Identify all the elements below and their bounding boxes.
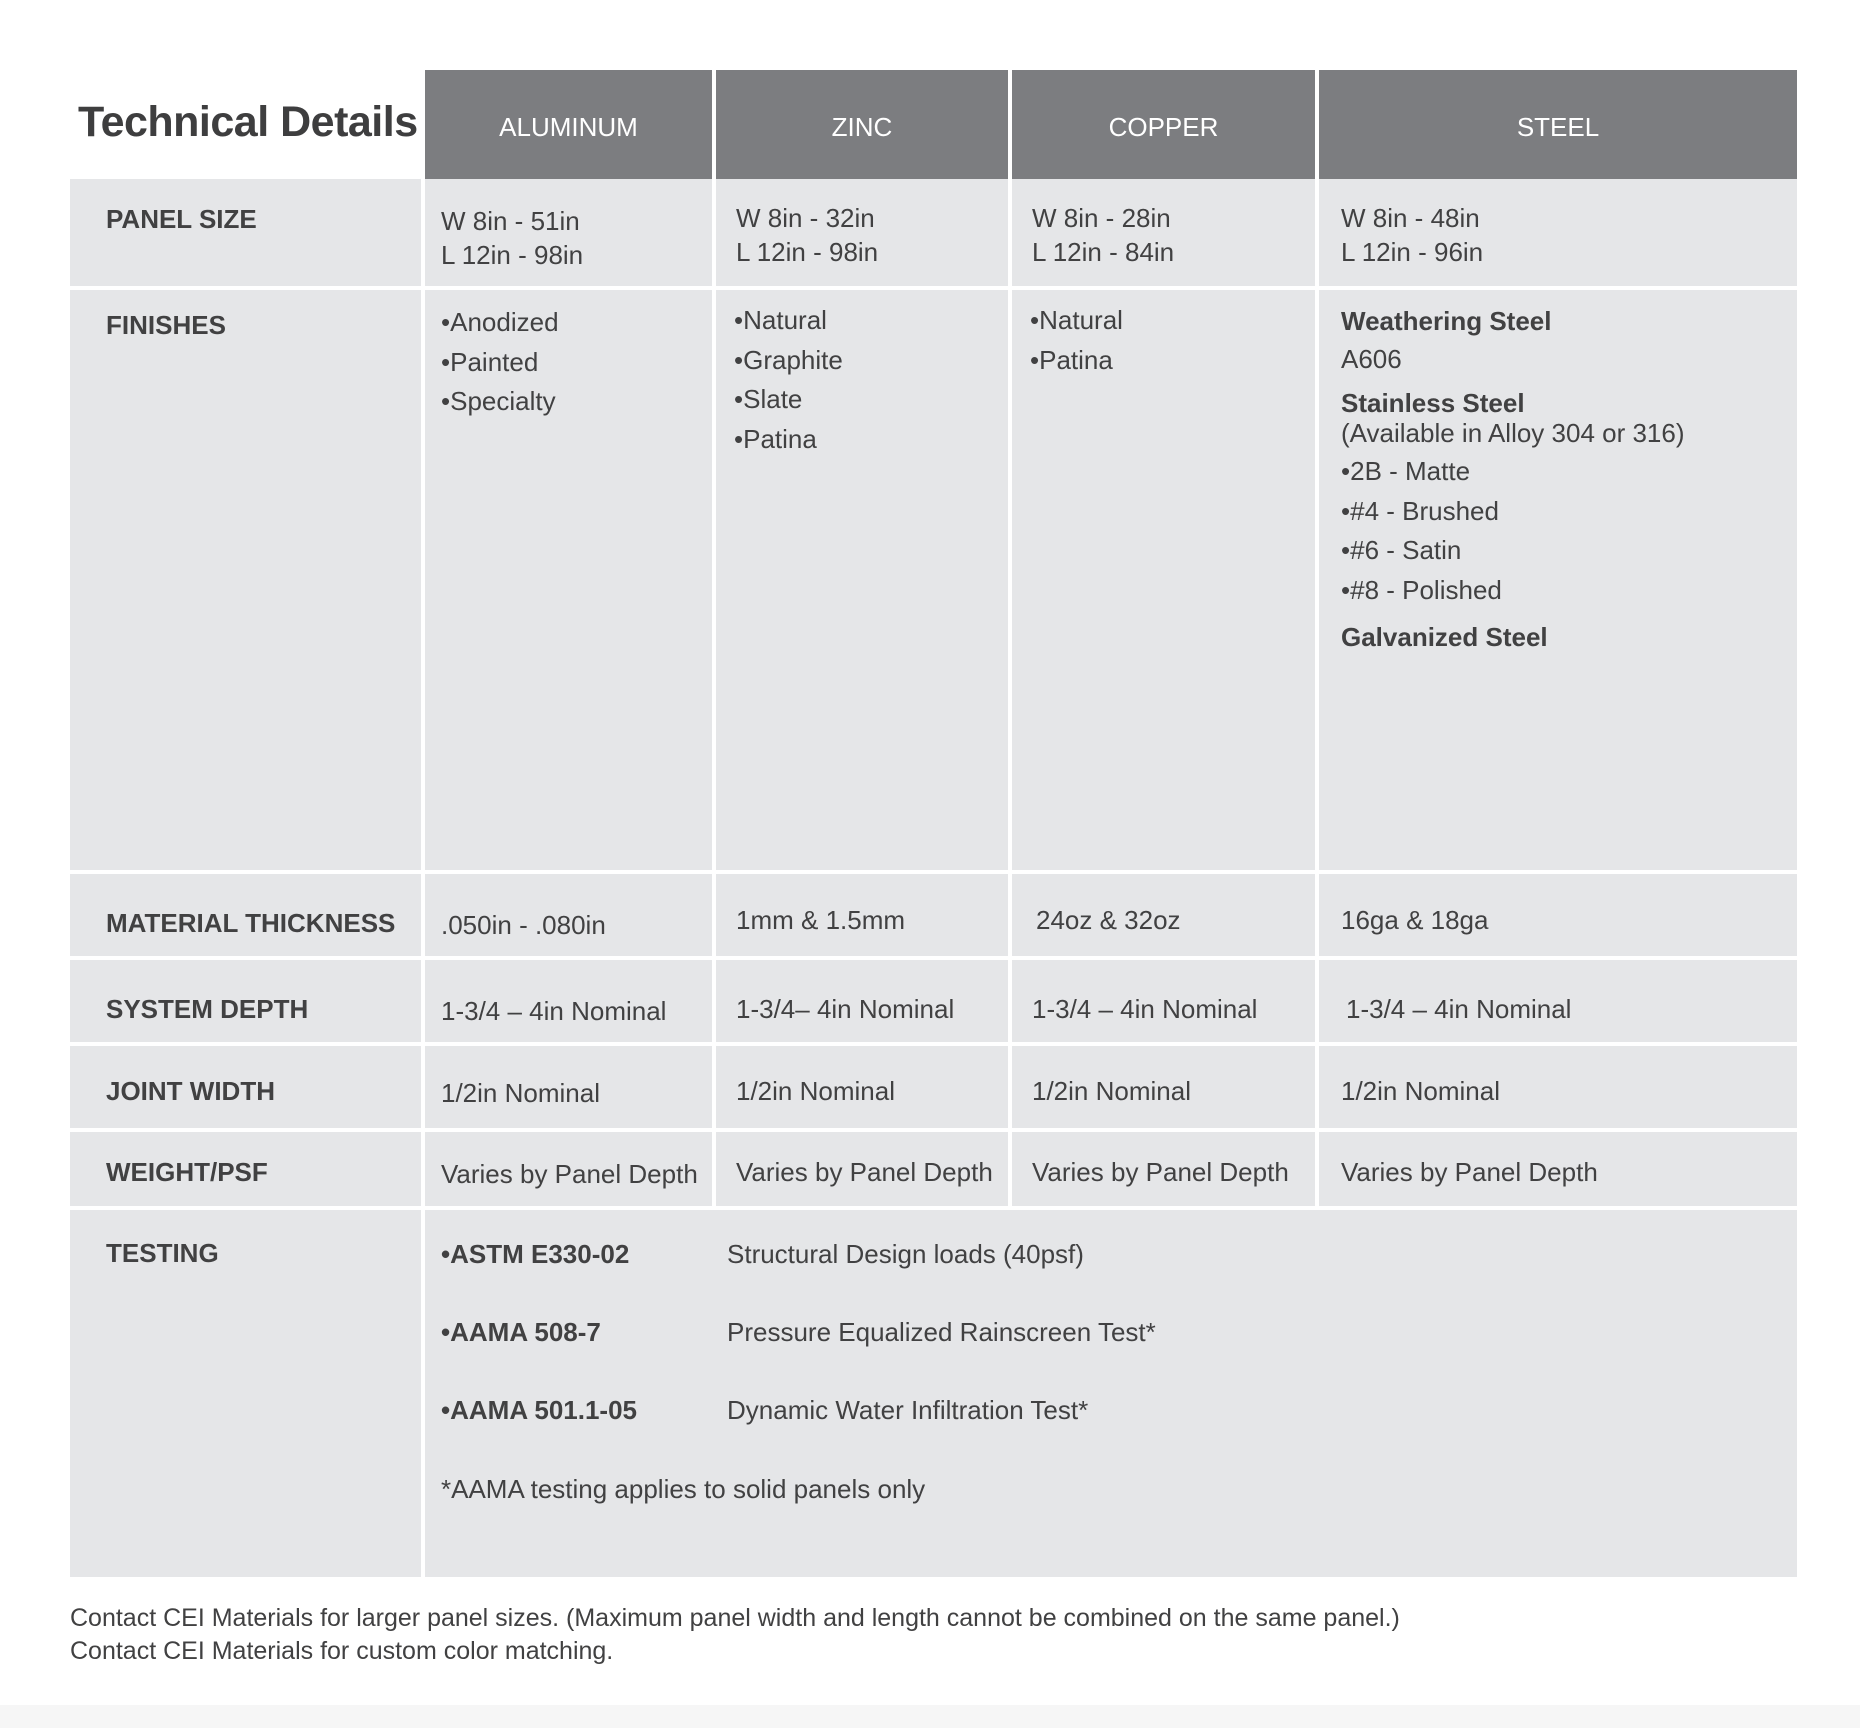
finish-item: • #4 - Brushed [1341,492,1797,532]
material-thickness-steel: 16ga & 18ga [1319,874,1797,956]
page-title: Technical Details [78,98,418,146]
panel-size-copper [1012,179,1315,286]
finishes-zinc [716,290,1008,870]
finish-item: • Graphite [734,341,1008,381]
panel-length: L 12in - 96in [1341,237,1484,267]
footer-notes [70,1602,1400,1668]
joint-width-copper: 1/2in Nominal [1012,1046,1315,1128]
panel-length: L 12in - 84in [1032,237,1175,267]
panel-width: W 8in - 48in [1341,203,1480,233]
panel-size-aluminum [425,179,712,286]
test-code: • AAMA 501.1-05 [441,1395,637,1426]
finish-item: • Slate [734,380,1008,420]
test-code: • ASTM E330-02 [441,1239,629,1270]
weight-psf-steel: Varies by Panel Depth [1319,1132,1797,1206]
material-thickness-copper: 24oz & 32oz [1012,874,1315,956]
finishes-aluminum [425,290,712,870]
finish-item: • #8 - Polished [1341,571,1797,611]
material-thickness-zinc: 1mm & 1.5mm [716,874,1008,956]
system-depth-aluminum: 1-3/4 – 4in Nominal [425,960,712,1042]
finish-group-title: Galvanized Steel [1341,622,1548,652]
panel-width: W 8in - 28in [1032,203,1171,233]
panel-width: W 8in - 32in [736,203,875,233]
finish-item: • Patina [1030,341,1315,381]
finish-item: • 2B - Matte [1341,452,1797,492]
weight-psf-zinc: Varies by Panel Depth [716,1132,1008,1206]
finish-item: • #6 - Satin [1341,531,1797,571]
panel-width: W 8in - 51in [441,206,580,236]
row-label-testing: TESTING [70,1210,421,1577]
panel-length: L 12in - 98in [736,237,879,267]
panel-length: L 12in - 98in [441,240,584,270]
page-bottom-strip [0,1705,1860,1728]
row-label-finishes: FINISHES [70,290,421,870]
joint-width-steel: 1/2in Nominal [1319,1046,1797,1128]
test-description: Structural Design loads (40psf) [727,1239,1084,1269]
finish-item: • Patina [734,420,1008,460]
finish-group-value: A606 [1341,344,1402,374]
finish-item: • Natural [1030,301,1315,341]
panel-size-zinc [716,179,1008,286]
row-label-material-thickness: MATERIAL THICKNESS [70,874,421,956]
column-header-zinc: ZINC [716,70,1008,179]
material-thickness-aluminum: .050in - .080in [425,874,712,956]
column-header-copper: COPPER [1012,70,1315,179]
footer-note: Contact CEI Materials for larger panel sizes. (Maximum panel width and length cannot be combined on the same panel.) [70,1604,1400,1632]
finishes-copper [1012,290,1315,870]
finish-item: • Anodized [441,303,712,343]
row-label-weight-psf: WEIGHT/PSF [70,1132,421,1206]
finish-group-note: (Available in Alloy 304 or 316) [1341,418,1685,448]
system-depth-zinc: 1-3/4– 4in Nominal [716,960,1008,1042]
joint-width-aluminum: 1/2in Nominal [425,1046,712,1128]
finish-item: • Specialty [441,382,712,422]
weight-psf-aluminum: Varies by Panel Depth [425,1132,712,1206]
footer-note: Contact CEI Materials for custom color matching. [70,1637,614,1665]
panel-size-steel [1319,179,1797,286]
testing-note: *AAMA testing applies to solid panels only [441,1474,926,1504]
column-header-steel: STEEL [1319,70,1797,179]
row-label-panel-size: PANEL SIZE [70,179,421,286]
finish-group-title: Weathering Steel [1341,306,1552,336]
system-depth-steel: 1-3/4 – 4in Nominal [1319,960,1797,1042]
test-code: • AAMA 508-7 [441,1317,601,1348]
finishes-steel [1319,290,1797,870]
column-header-aluminum: ALUMINUM [425,70,712,179]
finish-item: • Natural [734,301,1008,341]
joint-width-zinc: 1/2in Nominal [716,1046,1008,1128]
row-label-system-depth: SYSTEM DEPTH [70,960,421,1042]
system-depth-copper: 1-3/4 – 4in Nominal [1012,960,1315,1042]
finish-group-title: Stainless Steel [1341,388,1525,418]
row-label-joint-width: JOINT WIDTH [70,1046,421,1128]
testing-cell [425,1210,1797,1577]
test-description: Dynamic Water Infiltration Test* [727,1395,1089,1425]
test-description: Pressure Equalized Rainscreen Test* [727,1317,1156,1347]
finish-item: • Painted [441,343,712,383]
weight-psf-copper: Varies by Panel Depth [1012,1132,1315,1206]
